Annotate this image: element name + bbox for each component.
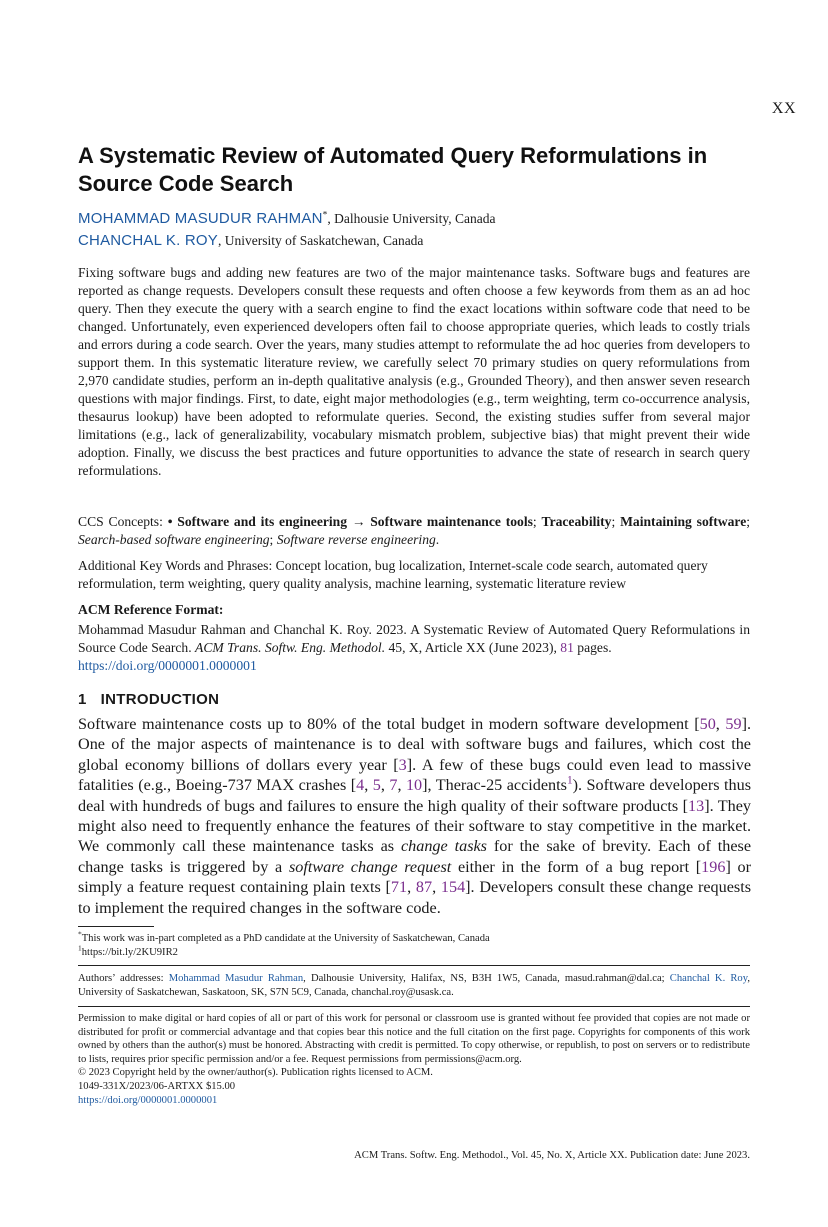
emphasis: software change request [288, 857, 452, 876]
text-run: , [432, 878, 441, 897]
keywords-text: Concept location, bug localization, Internet-scale code search, automated query reformulation, term weighting, query quality analysis, machine learning, systematic literature review [78, 558, 708, 591]
address-text: , Dalhousie University, Halifax, NS, B3H 1W5, Canada, masud.rahman@dal.ca; [303, 973, 670, 984]
acm-reference-text: Mohammad Masudur Rahman and Chanchal K. Roy. 2023. A Systematic Review of Automated Query Reformulations in Source Code Search. [78, 622, 750, 655]
page-number: XX [771, 100, 796, 117]
citation-link[interactable]: 59 [725, 715, 742, 733]
text-run: Software maintenance costs up to 80% of the total budget in modern software development [ [78, 715, 700, 733]
ccs-separator: ; [746, 514, 751, 529]
introduction-paragraph [78, 714, 751, 918]
footnote-text: https://bit.ly/2KU9IR2 [81, 947, 178, 958]
keywords-label: Additional Key Words and Phrases: [78, 558, 276, 573]
ccs-label: CCS Concepts: [78, 514, 168, 529]
text-run: for the sake of brevity. Each of these change tasks is triggered by a [78, 837, 752, 876]
permission-notice [78, 1012, 750, 1107]
footnote-mark: 1 [78, 943, 82, 953]
citation-link[interactable]: 13 [688, 796, 705, 815]
keywords [78, 557, 750, 593]
copyright-line: © 2023 Copyright held by the owner/author(s). Publication rights licensed to ACM. [78, 1067, 433, 1079]
ccs-concept: Software and its engineering [177, 514, 348, 529]
author-addresses [78, 972, 750, 1000]
citation-link[interactable]: 50 [699, 715, 716, 733]
ccs-concept: Software reverse engineering [276, 532, 436, 547]
doi-link[interactable]: https://doi.org/0000001.0000001 [78, 658, 257, 673]
abstract: Fixing software bugs and adding new features are two of the major maintenance tasks. Software bugs and features are reported as change requests. Developers consult these requests and often choose a few keywords from them as an ad hoc query. Then they execute the query with a search engine to find the exact locations within software code that need to be changed. Unfortunately, even experienced developers often fail to choose appropriate queries, which leads to costly trials and errors during a code search. Over the years, many studies attempt to reformulate the ad hoc queries from developers to support them. In this systematic literature review, we carefully select 70 primary studies on query reformulations from 2,970 candidate studies, perform an in-depth qualitative analysis (e.g., Grounded Theory), and then answer seven research questions with major findings. First, to date, eight major methodologies (e.g., term weighting, term co-occurrence analysis, thesaurus lookup) have been adopted to reformulate queries. Second, the existing studies suffer from several major limitations (e.g., lack of generalizability, vocabulary mismatch problem, subjective bias) that might prevent their wide adoption. Finally, we discuss the best practices and future opportunities to advance the state of research in search query reformulations. [78, 265, 750, 478]
citation-link[interactable]: 196 [701, 857, 726, 876]
addresses-lead: Authors’ addresses: [78, 973, 169, 984]
page-footer: ACM Trans. Softw. Eng. Methodol., Vol. 45, No. X, Article XX. Publication date: June 2023. [354, 1150, 750, 1161]
citation-link[interactable]: 3 [398, 755, 407, 774]
divider [78, 965, 750, 966]
text-run: , [407, 878, 416, 897]
acm-reference-text: 45, X, Article XX (June 2023), [385, 640, 561, 655]
citation-link[interactable]: 4 [356, 776, 365, 795]
section-title: INTRODUCTION [100, 691, 220, 708]
author-affiliation: , University of Saskatchewan, Canada [217, 233, 424, 248]
ccs-concept: Search-based software engineering [78, 532, 270, 547]
text-run: ]. Developers consult these change requests to implement the required changes in the software code. [78, 878, 752, 917]
footnotes [78, 929, 750, 960]
citation-link[interactable]: 87 [415, 878, 433, 897]
footnote-text: This work was in-part completed as a PhD candidate at the University of Saskatchewan, Canada [81, 933, 490, 944]
author-affiliation: , Dalhousie University, Canada [327, 211, 496, 226]
ccs-concepts [78, 513, 750, 549]
footnote-link[interactable]: 1 [566, 774, 573, 787]
emphasis: change tasks [400, 837, 487, 856]
ccs-concept: Traceability [541, 514, 612, 529]
citation-link[interactable]: 71 [390, 878, 408, 897]
author-name[interactable]: MOHAMMAD MASUDUR RAHMAN [78, 210, 323, 227]
text-run: ], Therac-25 accidents [422, 776, 567, 795]
acm-reference [78, 621, 750, 675]
section-heading [78, 691, 219, 708]
footnote-rule [78, 926, 154, 927]
text-run: , [364, 776, 373, 795]
author-2 [78, 230, 423, 252]
text-run: either in the form of a bug report [ [451, 857, 702, 876]
ccs-arrow: → [347, 514, 371, 529]
ccs-concept: Maintaining software [620, 514, 747, 529]
citation-link[interactable]: 154 [440, 878, 466, 897]
ccs-concept: Software maintenance tools [370, 514, 533, 529]
citation-link[interactable]: 10 [405, 776, 423, 795]
footnote-mark: * [78, 929, 82, 939]
ccs-end: . [435, 532, 440, 547]
title-line-1: A Systematic Review of Automated Query Reformulations in [78, 143, 708, 168]
footnote-1 [78, 943, 750, 960]
acm-reference-text: pages. [573, 640, 612, 655]
footnote-star [78, 929, 750, 946]
text-run: ] or simply a feature request containing plain texts [ [78, 857, 751, 897]
address-text: , University of Saskatchewan, Saskatoon, SK, S7N 5C9, Canada, chanchal.roy@usask.ca. [78, 973, 750, 998]
section-number: 1 [78, 691, 87, 708]
text-run: ]. A few of these bugs could even lead to massive fatalities (e.g., Boeing-737 MAX crashes [ [78, 755, 752, 795]
text-run: , [380, 776, 390, 795]
author-link[interactable]: Mohammad Masudur Rahman [168, 973, 304, 984]
text-run: , [397, 776, 406, 795]
text-run: ]. One of the major aspects of maintenance is to deal with software bugs and failures, which cost the global economy billions of dollars every year [ [78, 715, 752, 774]
author-1 [78, 208, 496, 230]
paper-title [78, 142, 768, 198]
ccs-bullet: • [167, 514, 178, 529]
author-mark: * [322, 210, 328, 221]
text-run: ]. They might also need to frequently enhance the features of their software to stay competitive in the market. We commonly call these maintenance tasks as [78, 796, 752, 856]
title-line-2: Source Code Search [78, 171, 294, 196]
issn-line: 1049-331X/2023/06-ARTXX $15.00 [78, 1080, 236, 1092]
author-name[interactable]: CHANCHAL K. ROY [78, 232, 218, 249]
doi-link[interactable]: https://doi.org/0000001.0000001 [78, 1094, 218, 1106]
author-link[interactable]: Chanchal K. Roy [669, 973, 748, 984]
ccs-separator: ; [269, 532, 277, 547]
text-run: , [715, 715, 726, 733]
acm-reference-heading: ACM Reference Format: [78, 602, 224, 617]
citation-link[interactable]: 7 [389, 776, 398, 795]
ccs-separator: ; [611, 514, 621, 529]
ccs-separator: ; [532, 514, 542, 529]
divider [78, 1006, 750, 1007]
permission-text: Permission to make digital or hard copies of all or part of this work for personal or classroom use is granted without fee provided that copies are not made or distributed for profit or commercial advantage and that copies bear this notice and the full citation on the first page. Copyrights for components of this work owned by others than the author(s) must be honored. Abstracting with credit is permitted. To copy otherwise, or republish, to post on servers or to redistribute to lists, requires prior specific permission and/or a fee. Request permissions from permissions@acm.org. [78, 1013, 750, 1065]
pages-link[interactable]: 81 [560, 640, 574, 655]
text-run: ). Software developers thus deal with hundreds of bugs and failures to ensure the high quality of their software products [ [78, 776, 752, 815]
citation-link[interactable]: 5 [372, 776, 381, 795]
acm-reference-journal: ACM Trans. Softw. Eng. Methodol. [195, 640, 386, 655]
